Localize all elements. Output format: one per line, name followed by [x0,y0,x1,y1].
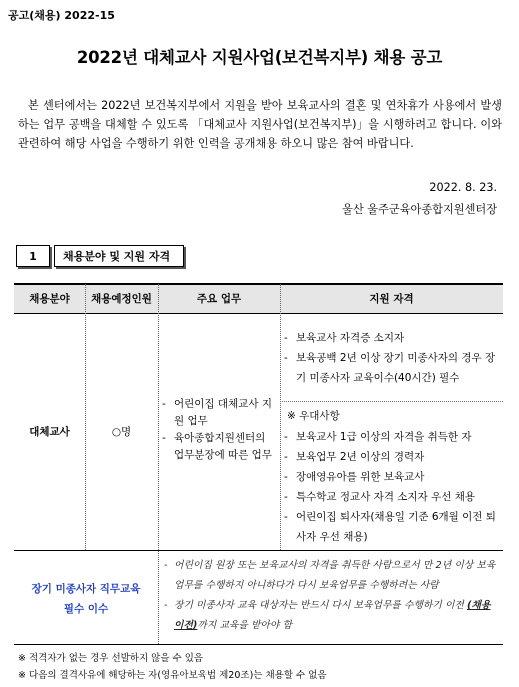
preferences-list [284,427,500,547]
note-tail: 까지 교육을 받아야 함 [197,620,292,631]
col-divider-3 [280,284,281,550]
header-requirements: 지원 자격 [369,293,414,305]
field-value: 대체교사 [29,426,70,438]
training-notes [164,556,500,636]
list-item [164,596,500,636]
body-divider [14,550,503,551]
lower-col-divider [158,551,159,644]
header-headcount: 채용예정인원 [91,293,152,305]
training-label-line1: 장기 미종사자 직무교육 [31,583,141,595]
list-item: - 보육업무 2년 이상의 경력자 [284,447,500,467]
table-bottom-border [14,644,503,645]
preferences-header: ※ 우대사항 [287,410,340,422]
training-label-line2: 필수 이수 [63,603,109,615]
organization-name: 울산 울주군육아종합지원센터장 [342,203,497,216]
notice-number: 공고(채용) 2022-15 [8,9,115,22]
col-divider-1 [85,284,86,550]
list-item: - 장애영유아를 위한 보육교사 [284,467,500,487]
duties-list [162,396,278,464]
list-item: - 특수학교 정교사 자격 소지자 우선 채용 [284,487,500,507]
section-title: 채용분야 및 지원 자격 [54,245,184,267]
list-item: - 보육교사 1급 이상의 자격을 취득한 자 [284,427,500,447]
list-item: - 육아종합지원센터의 업무분장에 따른 업무 [162,430,278,464]
footnote-2: ※ 다음의 결격사유에 해당하는 자(영유아보육법 제20조)는 채용할 수 없음 [18,670,327,681]
requirements-divider [280,401,503,402]
col-divider-2 [158,284,159,550]
list-item: - 어린이집 퇴사자(채용일 기준 6개월 이전 퇴사자 우선 채용) [284,507,500,547]
requirements-list [284,328,500,388]
intro-paragraph [18,96,502,153]
intro-text: 본 센터에서는 2022년 보건복지부에서 지원을 받아 보육교사의 결혼 및 연차휴가 사용에서 발생하는 업무 공백을 대체할 수 있도록 「대체교사 지원사업(보건복지부)」을 시행하려고 합니다. 이와 관련하여 해당 사업을 수행하기 위한 인력을 공개채용 하오니 많은 참여 바랍니다. [18,99,502,150]
list-item: - 보육교사 자격증 소지자 [284,328,500,348]
header-field: 채용분야 [29,293,70,305]
page-title: 2022년 대체교사 지원사업(보건복지부) 채용 공고 [76,48,443,67]
notice-date: 2022. 8. 23. [429,181,497,194]
note-emphasis: (채용 이전) [174,600,491,631]
footnote-1: ※ 적격자가 없는 경우 선발하지 않을 수 있음 [18,653,204,664]
list-item: - 보육공백 2년 이상 장기 미종사자의 경우 장기 미종사자 교육이수(40시간) 필수 [284,348,500,388]
header-divider [14,313,503,314]
note-text: 장기 미종사자 교육 대상자는 반드시 다시 보육업무를 수행하기 이전 [174,600,464,611]
training-requirement-label [14,554,158,644]
header-duties: 주요 업무 [196,293,242,305]
headcount-value: ○명 [111,426,132,438]
section-number: 1 [16,245,50,267]
list-item: - 어린이집 대체교사 지원 업무 [162,396,278,430]
list-item: - 어린이집 원장 또는 보육교사의 자격을 취득한 사람으로서 만 2년 이상 보육업무를 수행하지 아니하다가 다시 보육업무를 수행하려는 사람 [164,556,500,596]
